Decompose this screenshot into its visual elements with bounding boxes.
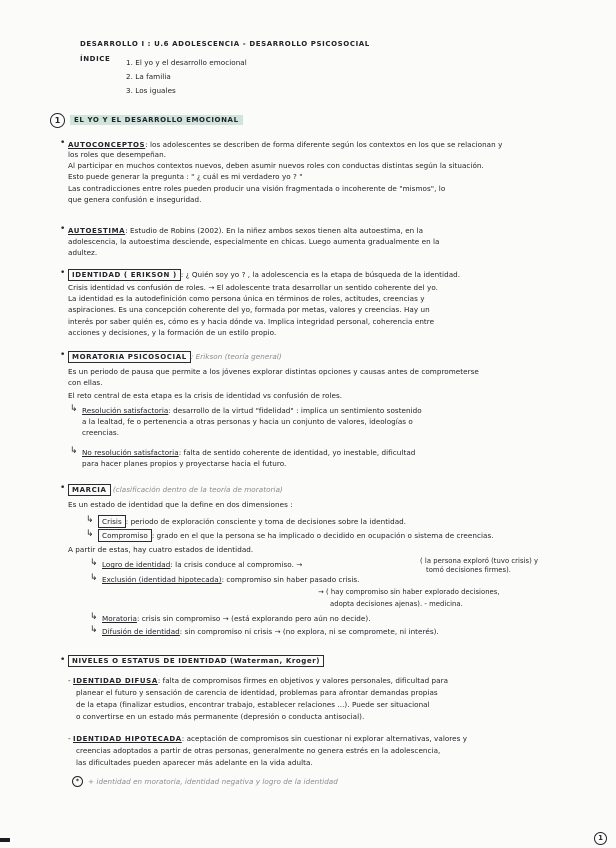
scan-edge-mark <box>0 838 10 842</box>
bullet-dot-icon: • <box>60 350 66 360</box>
resolucion-line-3: creencias. <box>82 428 120 437</box>
corner-arrow-icon: ↳ <box>70 404 78 414</box>
page-number: 1 <box>594 832 607 845</box>
autoestima-line-3: adultez. <box>68 248 98 257</box>
logro-note-1: ( la persona exploró (tuvo crisis) y <box>420 557 539 565</box>
moratoria-state-line: Moratoria: crisis sin compromiso → (está explorando pero aún no decide). <box>102 614 371 623</box>
section-title: EL YO Y EL DESARROLLO EMOCIONAL <box>70 116 243 125</box>
no-resolucion-label: No resolución satisfactoria <box>82 448 179 457</box>
autoconceptos-heading: AUTOCONCEPTOS <box>68 141 146 149</box>
autoestima-line-1: AUTOESTIMA: Estudio de Robins (2002). En la niñez ambos sexos tienen alta autoestima, en la <box>68 226 424 235</box>
marcia-intro: Es un estado de identidad que la define en dos dimensiones : <box>68 500 293 509</box>
resolucion-label: Resolución satisfactoria <box>82 406 169 415</box>
moratoria-heading: MORATORIA PSICOSOCIAL <box>68 351 191 363</box>
corner-arrow-icon: ↳ <box>86 529 94 539</box>
section-number: 1 <box>50 113 65 128</box>
autoconceptos-line-3: Al participar en muchos contextos nuevos, deben asumir nuevos roles con conductas distintas según la situación. <box>68 161 484 170</box>
index-item-2: 2. La familia <box>126 72 171 81</box>
moratoria-line-3: El reto central de esta etapa es la crisis de identidad vs confusión de roles. <box>68 391 343 400</box>
bullet-dot-icon: • <box>60 224 66 234</box>
bullet-dot-icon: • <box>60 655 66 665</box>
difusa-line-1: - IDENTIDAD DIFUSA: falta de compromisos firmes en objetivos y valores personales, dificultad para <box>68 676 449 685</box>
moratoria-line-2: con ellas. <box>68 378 103 387</box>
crisis-line: Crisis : periodo de exploración consciente y toma de decisiones sobre la identidad. <box>98 517 406 526</box>
resolucion-line-2: a la lealtad, fe o pertenencia a otras personas y hacia un conjunto de valores, ideologías o <box>82 417 413 426</box>
compromiso-label: Compromiso <box>98 529 152 542</box>
difusion-label: Difusión de identidad <box>102 627 180 636</box>
autoconceptos-line-5: Las contradicciones entre roles pueden producir una visión fragmentada o incoherente de "mismos", lo <box>68 184 446 193</box>
logro-note-2: tomó decisiones firmes). <box>426 566 511 574</box>
compromiso-line: Compromiso : grado en el que la persona se ha implicado o decidido en ocupación o sistema de creencias. <box>98 531 494 540</box>
hipotecada-line-2: creencias adoptados a partir de otras personas, generalmente no genera estrés en la adolescencia, <box>76 746 441 755</box>
bullet-dot-icon: • <box>60 138 66 148</box>
marcia-heading-line: MARCIA (clasificación dentro de la teoría de moratoria) <box>68 485 283 495</box>
index-item-3: 3. Los iguales <box>126 86 176 95</box>
no-resolucion-line-2: para hacer planes propios y proyectarse hacia el futuro. <box>82 459 287 468</box>
resolucion-line-1: Resolución satisfactoria: desarrollo de la virtud "fidelidad" : implica un sentimiento sostenido <box>82 406 422 415</box>
marcia-heading: MARCIA <box>68 484 111 496</box>
identidad-line-6: acciones y decisiones, y la formación de un estilo propio. <box>68 328 277 337</box>
logro-line: Logro de identidad: la crisis conduce al compromiso. → <box>102 560 303 569</box>
corner-arrow-icon: ↳ <box>86 515 94 525</box>
bullet-dot-icon: • <box>60 483 66 493</box>
index-label: ÍNDICE <box>80 55 111 63</box>
exclusion-line: Exclusión (identidad hipotecada): compromiso sin haber pasado crisis. <box>102 575 360 584</box>
difusa-line-2: planear el futuro y sensación de carencia de identidad, problemas para afrontar demandas propias <box>76 688 438 697</box>
exclusion-note-1: → ( hay compromiso sin haber explorado decisiones, <box>318 588 500 596</box>
autoestima-heading: AUTOESTIMA <box>68 227 126 235</box>
exclusion-note-2: adopta decisiones ajenas). - medicina. <box>330 600 463 608</box>
niveles-heading: NIVELES O ESTATUS DE IDENTIDAD (Waterman, Kroger) <box>68 655 324 667</box>
difusion-line: Difusión de identidad: sin compromiso ni crisis → (no explora, ni se compromete, ni interés). <box>102 627 439 636</box>
exclusion-label: Exclusión (identidad hipotecada) <box>102 575 222 584</box>
identidad-line-4: aspiraciones. Es una concepción coherente del yo, formada por metas, valores y creencias. Hay un <box>68 305 430 314</box>
logro-label: Logro de identidad <box>102 560 171 569</box>
identidad-line-2: Crisis identidad vs confusión de roles. → El adolescente trata desarrollar un sentido coherente del yo. <box>68 283 438 292</box>
autoconceptos-line-4: Esto puede generar la pregunta : " ¿ cuál es mi verdadero yo ? " <box>68 172 303 181</box>
corner-arrow-icon: ↳ <box>70 446 78 456</box>
difusa-line-4: o convertirse en un estado más permanente (depresión o conducta antisocial). <box>76 712 365 721</box>
autoconceptos-line-1: AUTOCONCEPTOS: los adolescentes se describen de forma diferente según los contextos en los que se relacionan y <box>68 140 503 149</box>
niveles-heading-line <box>68 656 324 666</box>
corner-arrow-icon: ↳ <box>90 558 98 568</box>
corner-arrow-icon: ↳ <box>90 625 98 635</box>
moratoria-state-label: Moratoria <box>102 614 137 623</box>
identidad-line-1: IDENTIDAD ( ERIKSON ) : ¿ Quién soy yo ? , la adolescencia es la etapa de búsqueda de la identidad. <box>68 270 460 280</box>
corner-arrow-icon: ↳ <box>90 573 98 583</box>
states-intro: A partir de estas, hay cuatro estados de identidad. <box>68 545 254 554</box>
identidad-heading: IDENTIDAD ( ERIKSON ) <box>68 269 181 281</box>
moratoria-heading-line: MORATORIA PSICOSOCIAL : Erikson (teoría general) <box>68 352 282 362</box>
autoestima-line-2: adolescencia, la autoestima desciende, especialmente en chicas. Luego aumenta gradualmente en la <box>68 237 440 246</box>
difusa-label: IDENTIDAD DIFUSA <box>72 677 158 685</box>
autoconceptos-line-2: los roles que desempeñan. <box>68 150 167 159</box>
corner-arrow-icon: ↳ <box>90 612 98 622</box>
identidad-line-5: interés por saber quién es, cómo es y hacia dónde va. Implica integridad personal, coherencia entre <box>68 317 435 326</box>
document-title: DESARROLLO I : U.6 ADOLESCENCIA - DESARROLLO PSICOSOCIAL <box>80 40 370 48</box>
difusa-line-3: de la etapa (finalizar estudios, encontrar trabajo, establecer relaciones ...). Puede ser situacional <box>76 700 430 709</box>
crisis-label: Crisis <box>98 515 126 528</box>
no-resolucion-line-1: No resolución satisfactoria: falta de sentido coherente de identidad, yo inestable, dificultad <box>82 448 416 457</box>
footnote: + identidad en moratoria, identidad negativa y logro de la identidad <box>88 777 338 786</box>
index-item-1: 1. El yo y el desarrollo emocional <box>126 58 247 67</box>
hipotecada-line-1: - IDENTIDAD HIPOTECADA: aceptación de compromisos sin cuestionar ni explorar alternativas, valores y <box>68 734 468 743</box>
autoconceptos-line-6: que genera confusión e inseguridad. <box>68 195 202 204</box>
hipotecada-line-3: las dificultades pueden aparecer más adelante en la vida adulta. <box>76 758 313 767</box>
identidad-line-3: La identidad es la autodefinición como persona única en términos de roles, actitudes, creencias y <box>68 294 425 303</box>
hipotecada-label: IDENTIDAD HIPOTECADA <box>72 735 182 743</box>
star-icon: * <box>72 776 83 787</box>
moratoria-line-1: Es un periodo de pausa que permite a los jóvenes explorar distintas opciones y causas antes de comprometerse <box>68 367 479 376</box>
bullet-dot-icon: • <box>60 268 66 278</box>
